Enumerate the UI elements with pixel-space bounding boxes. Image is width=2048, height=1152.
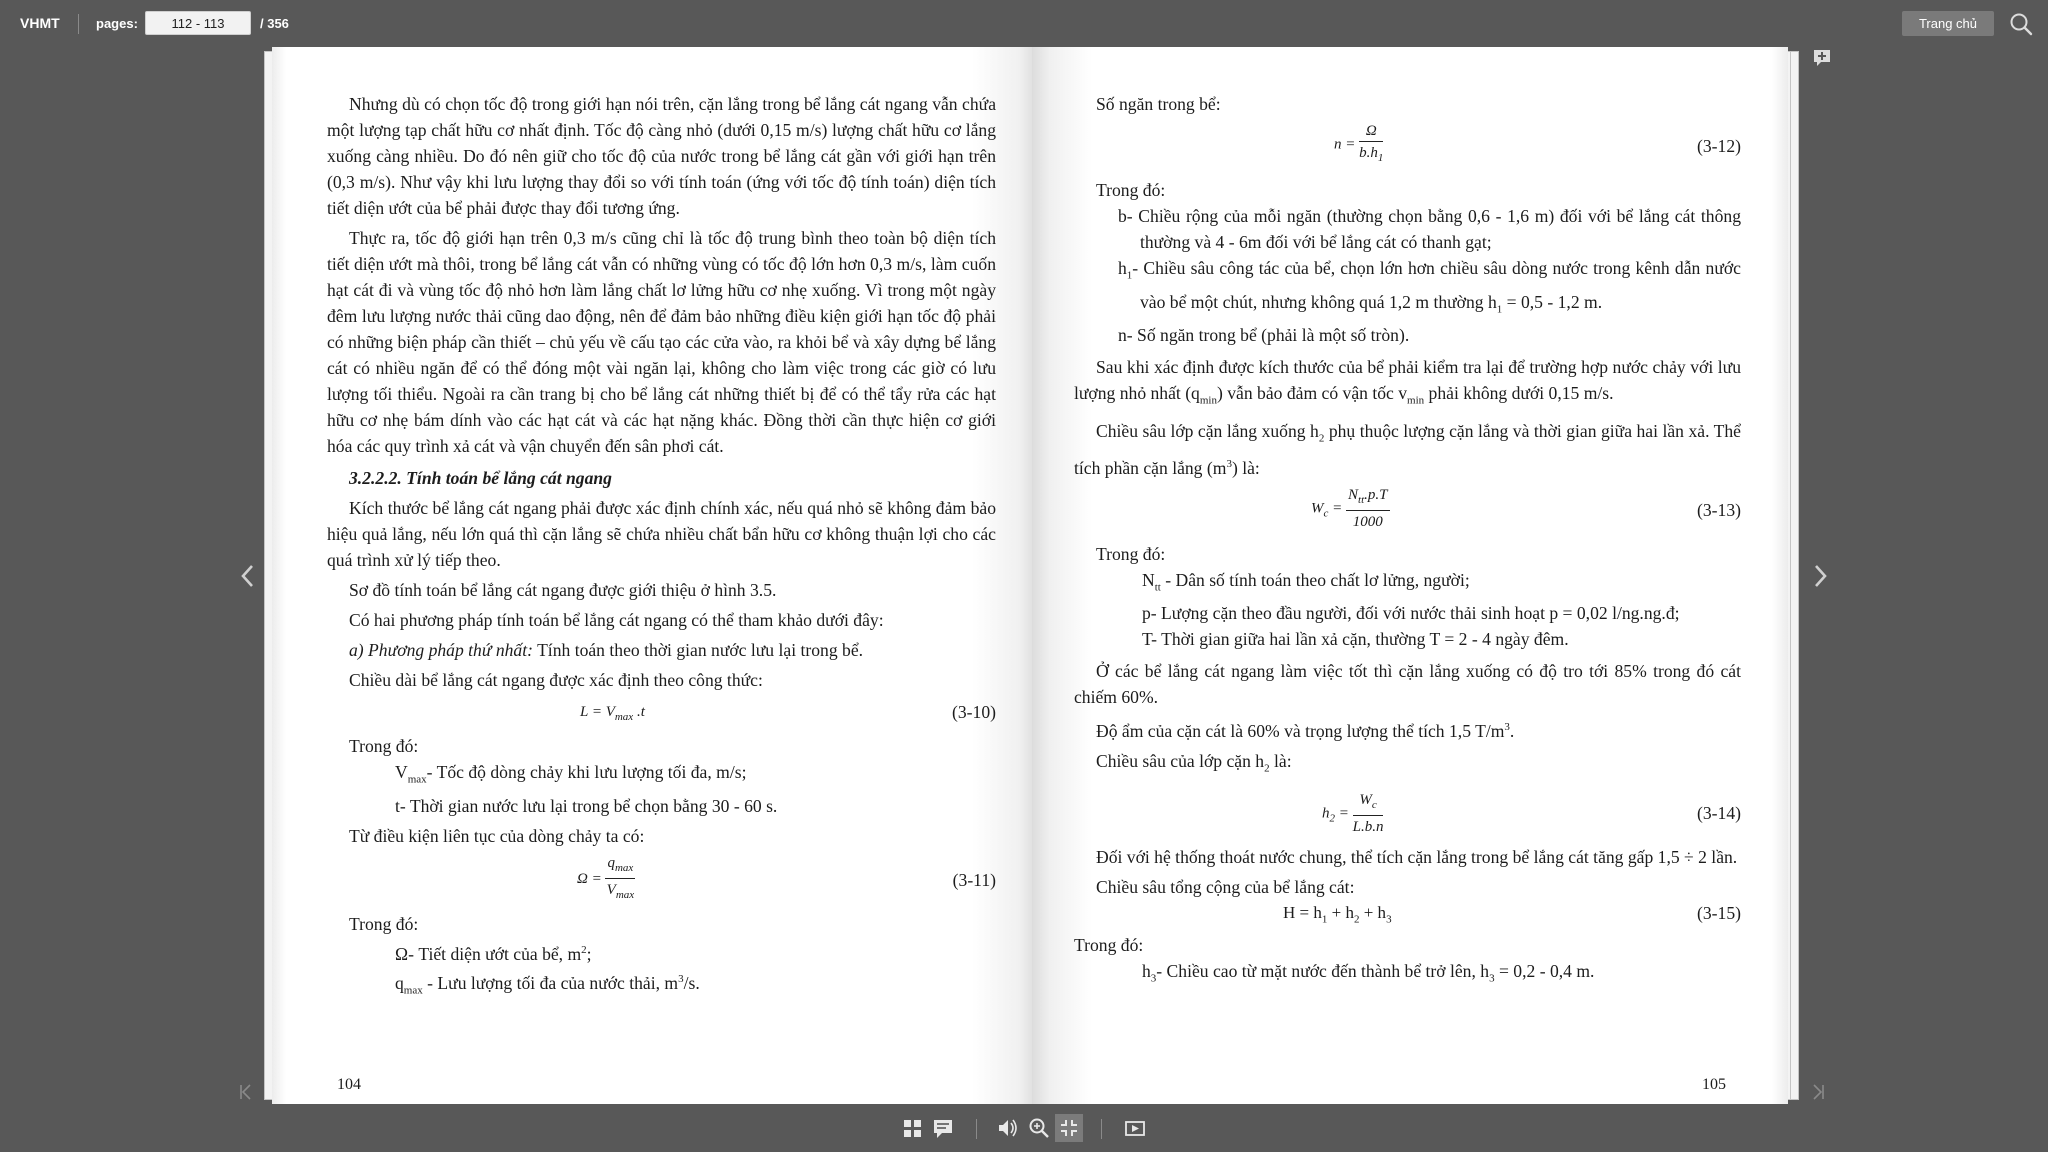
paragraph: Số ngăn trong bể: — [1096, 94, 1221, 114]
chevron-left-icon — [235, 556, 261, 596]
equation-3-15 — [1074, 900, 1741, 926]
equation-formula: $L = V_{max}$ .t — [580, 704, 645, 723]
method-text: Tính toán theo thời gian nước lưu lại trong bể. — [532, 640, 864, 660]
equation-formula: $h_2$ = $\frac{W_c}{L.b.n}$ — [1322, 791, 1384, 835]
toolbar-divider — [976, 1119, 977, 1139]
slideshow-icon[interactable] — [1121, 1114, 1149, 1142]
paragraph: Chiều sâu của lớp cặn $h_2$ là: — [1096, 751, 1292, 775]
notes-icon[interactable] — [929, 1114, 957, 1142]
previous-page-button[interactable] — [235, 556, 261, 596]
paragraph: Nhưng dù có chọn tốc độ trong giới hạn nói trên, cặn lắng trong bể lắng cát ngang vẫn chứa một lượng tạp chất hữu cơ nhất định. Tốc độ càng nhỏ (dưới 0,15 m/s) lượng chất hữu cơ lắng xuống càng nhiều. Do đó nên giữ cho tốc độ của nước trong bể lắng cát gần với giới hạn trên (0,3 m/s). Như vậy khi lưu lượng thay đổi so với tính toán (ứng với tốc độ tính toán) diện tích tiết diện ướt của bể phải được thay đổi tương ứng. — [327, 94, 996, 218]
equation-formula: Ω = $\frac{q_{max}}{V_{max}}$ — [577, 854, 635, 901]
chevron-right-icon — [1807, 556, 1833, 596]
list-item: n- Số ngăn trong bể (phải là một số tròn). — [1118, 325, 1410, 346]
equation-3-14 — [1074, 786, 1741, 838]
section-heading: 3.2.2.2. Tính toán bể lắng cát ngang — [349, 468, 612, 488]
first-page-button[interactable] — [236, 1080, 256, 1104]
equation-number: (3-14) — [1697, 802, 1741, 823]
equation-number: (3-12) — [1697, 136, 1741, 156]
list-item: $h_3-$ Chiều cao từ mặt nước đến thành bể trở lên, $h_3 = 0,2 - 0,4$ m. — [1142, 960, 1595, 985]
right-page[interactable] — [1032, 47, 1788, 1104]
next-page-button[interactable] — [1807, 556, 1833, 596]
where-label: Trong đó: — [349, 736, 419, 756]
list-item: $h_1-$ Chiều sâu công tác của bể, chọn lớn hơn chiều sâu dòng nước trong kênh dẫn nước vào bể một chút, nhưng không quá 1,2 m thường $h_1 = 0,5 - 1,2$ m. — [1118, 258, 1741, 316]
list-item: $V_{max}-$ Tốc độ dòng chảy khi lưu lượng tối đa, m/s; — [395, 762, 747, 786]
paragraph — [327, 637, 996, 663]
paragraph: Kích thước bể lắng cát ngang phải được xác định chính xác, nếu quá nhỏ sẽ không đảm bảo hiệu quả lắng, nếu lớn quá thì cặn lắng sẽ chứa nhiều chất bẩn hữu cơ không thuận lợi cho các quá trình xử lý tiếp theo. — [327, 498, 996, 570]
top-toolbar — [0, 0, 2048, 48]
list-item: $N_{tt}$ - Dân số tính toán theo chất lơ lửng, người; — [1142, 569, 1470, 594]
equation-3-10 — [327, 697, 996, 727]
where-label: Trong đó: — [1096, 180, 1166, 200]
list-item: p- Lượng cặn theo đầu người, đối với nước thải sinh hoạt p = 0,02 l/ng.ng.đ; — [1142, 603, 1680, 624]
right-page-edge — [1790, 51, 1799, 1100]
paragraph: Sau khi xác định được kích thước của bể phải kiểm tra lại để trường hợp nước chảy với lưu lượng nhỏ nhất $(q_{min})$ vẫn bảo đảm có vận tốc $v_{min}$ phải không dưới 0,15 m/s. — [1074, 357, 1741, 407]
search-icon[interactable] — [2006, 10, 2036, 38]
brand-label: VHMT — [20, 15, 60, 31]
paragraph: Chiều sâu tổng cộng của bể lắng cát: — [1096, 876, 1355, 897]
paragraph: Sơ đồ tính toán bể lắng cát ngang được giới thiệu ở hình 3.5. — [349, 580, 777, 600]
list-item: b- Chiều rộng của mỗi ngăn (thường chọn bằng 0,6 - 1,6 m) đối với bể lắng cát thông thường và 4 - 6m đối với bể lắng cát có thanh gạt; — [1118, 206, 1741, 252]
equation-formula: $W_c$ = $\frac{N_{tt}.p.T}{1000}$ — [1311, 486, 1388, 530]
where-label: Trong đó: — [1074, 934, 1144, 955]
equation-3-11 — [327, 853, 996, 905]
toolbar-divider — [1101, 1119, 1102, 1139]
page-number: 105 — [1702, 1076, 1726, 1093]
equation-formula: n = $\frac{\Omega}{b.h_1}$ — [1334, 123, 1384, 164]
thumbnails-icon[interactable] — [899, 1114, 927, 1142]
paragraph: Đối với hệ thống thoát nước chung, thể tích cặn lắng trong bể lắng cát tăng gấp 1,5 ÷ 2 lần. — [1096, 846, 1738, 867]
first-page-icon — [236, 1080, 256, 1104]
last-page-button[interactable] — [1808, 1080, 1828, 1104]
equation-3-13 — [1074, 485, 1741, 537]
list-item: Ω- Tiết diện ướt của bể, $m^2$; — [395, 943, 592, 964]
equation-number: (3-13) — [1697, 499, 1741, 520]
list-item: $q_{max}$ - Lưu lượng tối đa của nước thải, $m^3/s$. — [395, 973, 700, 997]
equation-number: (3-10) — [952, 702, 996, 722]
equation-number: (3-15) — [1697, 902, 1741, 923]
paragraph: Ở các bể lắng cát ngang làm việc tốt thì cặn lắng xuống có độ tro tới 85% trong đó cát chiếm 60%. — [1074, 661, 1741, 708]
equation-3-12 — [1074, 121, 1741, 173]
where-label: Trong đó: — [1096, 543, 1166, 564]
sound-icon[interactable] — [994, 1114, 1022, 1142]
bookmark-icon[interactable] — [1813, 49, 1831, 67]
left-page[interactable] — [272, 47, 1032, 1104]
equation-formula: $H = h_1 + h_2 + h_3$ — [1283, 902, 1392, 926]
page-number: 104 — [337, 1076, 361, 1093]
equation-number: (3-11) — [952, 869, 996, 890]
bottom-toolbar — [0, 1106, 2048, 1152]
page-range-input[interactable] — [145, 11, 251, 35]
list-item: T- Thời gian giữa hai lần xả cặn, thường T = 2 - 4 ngày đêm. — [1142, 629, 1569, 650]
paragraph: Chiều dài bể lắng cát ngang được xác định theo công thức: — [349, 670, 763, 690]
paragraph: Chiều sâu lớp cặn lắng xuống $h_2$ phụ thuộc lượng cặn lắng và thời gian giữa hai lần xả. Thể tích phần cặn lắng $(m^3)$ là: — [1074, 420, 1741, 478]
where-label: Trong đó: — [349, 913, 419, 934]
home-button[interactable]: Trang chủ — [1902, 11, 1994, 36]
method-label: a) Phương pháp thứ nhất: — [349, 640, 533, 660]
toolbar-divider — [78, 14, 79, 34]
book-spread — [262, 47, 1804, 1104]
paragraph: Từ điều kiện liên tục của dòng chảy ta có: — [349, 825, 645, 846]
paragraph: Độ ẩm của cặn cát là 60% và trọng lượng thể tích 1,5 $T/m^3$. — [1096, 721, 1515, 742]
pages-label: pages: — [96, 16, 138, 31]
fit-screen-icon[interactable] — [1055, 1114, 1083, 1142]
last-page-icon — [1808, 1080, 1828, 1104]
zoom-in-icon[interactable] — [1025, 1114, 1053, 1142]
paragraph: Có hai phương pháp tính toán bể lắng cát ngang có thể tham khảo dưới đây: — [349, 610, 884, 630]
list-item: t- Thời gian nước lưu lại trong bể chọn bằng 30 - 60 s. — [395, 795, 778, 816]
paragraph: Thực ra, tốc độ giới hạn trên 0,3 m/s cũng chỉ là tốc độ trung bình theo toàn bộ diện tích tiết diện ướt mà thôi, trong bể lắng cát vẫn có những vùng có tốc độ lớn hơn 0,3 m/s, làm cuốn hạt cát đi và vùng tốc độ nhỏ hơn làm lắng chất lơ lửng hữu cơ nhẹ xuống. Vì trong một ngày đêm lưu lượng nước thải cũng dao động, nên để đảm bảo những điều kiện giới hạn tốc độ phải có những biện pháp cần thiết – chủ yếu về cấu tạo các cửa vào, ra khỏi bể và xây dựng bể lắng cát có nhiều ngăn để có thể đóng một vài ngăn lại, không cho làm việc trong các giờ có lưu lượng tối thiểu. Ngoài ra cần trang bị cho bể lắng cát những thiết bị để có thể tẩy rửa các hạt hữu cơ nhẹ bám dính vào các hạt cát và các hạt nặng khác. Đồng thời cần thực hiện cơ giới hóa các quy trình xả cát và vận chuyển đến sân phơi cát. — [327, 228, 996, 456]
total-pages-label: / 356 — [260, 16, 289, 31]
